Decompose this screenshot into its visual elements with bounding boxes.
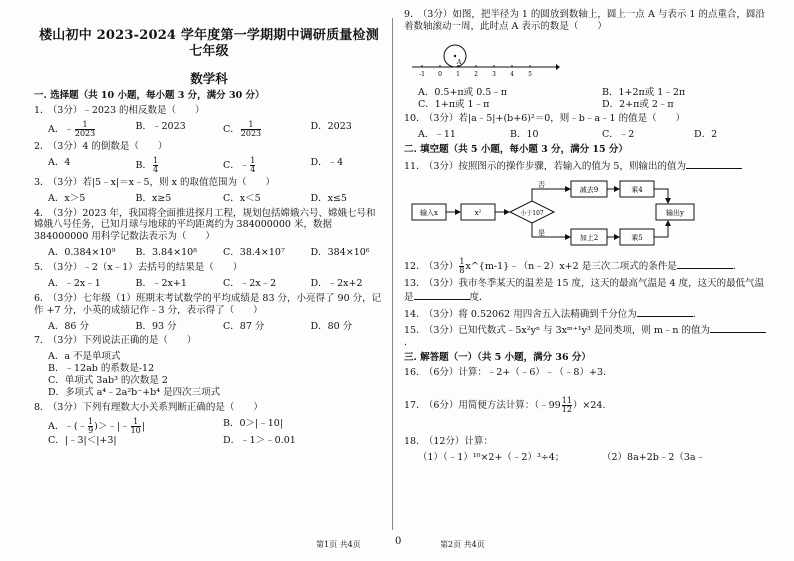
option-c: C．87 分 xyxy=(223,320,265,332)
option-b xyxy=(122,157,210,174)
option-c: C．﹣2x﹣2 xyxy=(223,277,277,289)
question-stem: （3分）若|a﹣5|+(b+6)²＝0，则﹣b﹣a﹣1 的值是（ ） xyxy=(428,113,686,125)
option-d: D．多项式 a⁴﹣2a²b⁻+b⁴ 是四次三项式 xyxy=(48,386,221,398)
axis-tick-label: 5 xyxy=(528,70,532,78)
question-10 xyxy=(404,113,772,141)
option-a: A．0.5+π或 0.5﹣π xyxy=(418,86,508,98)
option-a: A．86 分 xyxy=(48,320,89,332)
option-text: A．﹣(﹣ xyxy=(48,420,88,432)
question-number: 9． xyxy=(404,9,420,20)
question-number: 7． xyxy=(34,335,50,347)
question-1 xyxy=(34,105,384,138)
option-c xyxy=(209,157,297,174)
fraction xyxy=(153,157,158,174)
column-divider xyxy=(392,18,393,530)
axis-arrow xyxy=(556,64,560,70)
plus2-label: 加上2 xyxy=(579,233,599,242)
option-c xyxy=(209,121,297,138)
options xyxy=(404,129,772,141)
question-number: 18． xyxy=(404,435,426,447)
question-stem: （3分）如图，把半径为 1 的圆放到数轴上，圆上一点 A 与表示 1 的点重合，圆沿着数轴滚动一周，此时点 A 表示的数是（ ） xyxy=(404,9,765,32)
option-b: B．﹣2023 xyxy=(135,120,186,132)
question-stem: ）×24. xyxy=(572,399,606,411)
numerator: 1 xyxy=(152,155,159,165)
option-d: D．﹣2x+2 xyxy=(310,277,363,289)
option-c: C．1+π或 1﹣π xyxy=(418,98,490,110)
option-b: B．﹣2x+1 xyxy=(135,277,187,289)
flowchart xyxy=(410,177,772,255)
question-stem: （3分）﹣2（x﹣1）去括号的结果是（ ） xyxy=(52,262,243,273)
question-stem: （3分）已知代数式﹣5x²yⁿ 与 3xᵐ⁺¹y³ 是同类项，则 m﹣n 的值为 xyxy=(428,325,711,337)
option-a: A．4 xyxy=(48,156,71,168)
option-a: A．0.384×10⁹ xyxy=(48,247,116,259)
option-d: D．384×10⁶ xyxy=(310,247,370,259)
answer-blank[interactable] xyxy=(637,307,693,317)
yes-label: 是 xyxy=(538,228,545,237)
times5-label: 乘5 xyxy=(631,233,643,242)
question-stem: （6分）计算：﹣2+（﹣6）﹣（﹣8）+3. xyxy=(428,367,607,378)
option-text: C． xyxy=(223,123,240,135)
option-b: B．1+2π或 1﹣2π xyxy=(602,86,686,98)
merge-bottom xyxy=(654,221,668,237)
options xyxy=(34,351,384,399)
option-a: A．﹣2x﹣1 xyxy=(48,277,101,289)
fraction xyxy=(459,258,464,275)
question-12 xyxy=(404,258,772,275)
fraction xyxy=(88,418,93,435)
options xyxy=(34,121,384,138)
question-number: 4． xyxy=(34,207,50,219)
axis-tick-label: -1 xyxy=(419,70,425,78)
question-number: 10． xyxy=(404,113,426,125)
flowchart-svg xyxy=(410,177,710,251)
option-d: D．﹣1＞﹣0.01 xyxy=(223,434,296,446)
no-branch xyxy=(532,189,570,201)
option-d: D．2 xyxy=(694,129,718,141)
question-stem: （6分）用简便方法计算：（﹣99 xyxy=(428,399,561,411)
denominator: 9 xyxy=(88,425,94,435)
option-c: C．x＜5 xyxy=(223,192,261,204)
question-4 xyxy=(34,208,384,260)
right-column xyxy=(404,6,772,466)
question-stem: （3分）按照图示的操作步骤，若输入的值为 5，则输出的值为 xyxy=(428,161,686,172)
denominator: 12 xyxy=(561,404,572,414)
option-text: | xyxy=(141,420,145,432)
question-number: 6． xyxy=(34,292,50,304)
option-d: D．2023 xyxy=(310,120,352,132)
numerator: 1 xyxy=(88,416,94,426)
denominator: 4 xyxy=(152,164,159,174)
option-text: A．﹣ xyxy=(48,123,74,135)
circle-center xyxy=(454,55,456,57)
question-number: 8． xyxy=(34,401,50,413)
question-end: ． xyxy=(404,337,414,349)
denominator: 8 xyxy=(459,265,465,275)
input-label: 输入x xyxy=(420,208,438,217)
denominator: 10 xyxy=(130,425,141,435)
question-11 xyxy=(404,159,772,255)
options xyxy=(34,193,384,205)
page-footer-left: 第1页 共4页 xyxy=(316,540,361,549)
option-b: B．93 分 xyxy=(135,320,177,332)
question-stem: （3分）若|5﹣x|＝x﹣5，则 x 的取值范围为（ ） xyxy=(52,176,275,188)
question-17 xyxy=(404,397,772,414)
denominator: 4 xyxy=(250,164,256,174)
option-d: D．﹣4 xyxy=(310,156,344,168)
minus9-label: 减去9 xyxy=(579,185,599,194)
option-a xyxy=(34,121,122,138)
axis-tick-label: 1 xyxy=(456,70,460,78)
section-heading-fill: 二. 填空题（共 5 小题，每小题 3 分，满分 15 分） xyxy=(404,144,628,156)
exam-title: 楼山初中 2023-2024 学年度第一学期期中调研质量检测七年级 xyxy=(39,28,379,60)
option-text: C．﹣ xyxy=(223,159,250,171)
axis-tick-label: 0 xyxy=(438,70,442,78)
times4-label: 乘4 xyxy=(631,185,643,194)
question-stem: （3分） xyxy=(428,260,459,272)
page-center-mark: 0 xyxy=(395,536,402,547)
question-number: 11． xyxy=(404,161,426,172)
question-end: ． xyxy=(692,308,703,320)
merge-top xyxy=(654,189,668,203)
question-number: 13． xyxy=(404,277,426,289)
number-line-svg xyxy=(410,37,560,79)
option-b: B．x≥5 xyxy=(135,192,172,204)
question-7 xyxy=(34,335,384,398)
option-d: D．80 分 xyxy=(310,320,353,332)
answer-blank[interactable] xyxy=(414,290,470,300)
option-c: C．单项式 3ab³ 的次数是 2 xyxy=(48,375,168,386)
number-line-figure xyxy=(410,37,772,83)
question-stem: （3分）4 的倒数是（ ） xyxy=(52,140,168,152)
option-text: )＞﹣|﹣ xyxy=(94,420,130,432)
option-text: B． xyxy=(135,159,152,171)
option-a: A．a 不是单项式 xyxy=(48,351,121,363)
square-label: x² xyxy=(474,208,482,217)
options xyxy=(34,247,384,259)
section-heading-choice: 一. 选择题（共 10 小题，每小题 3 分，满分 30 分） xyxy=(34,90,265,102)
question-number: 14． xyxy=(404,308,426,320)
question-13 xyxy=(404,278,772,304)
question-3 xyxy=(34,177,384,205)
question-stem: （3分）七年级（1）班期末考试数学的平均成绩是 83 分，小亮得了 90 分，记作 +7 分，小英的成绩记作﹣3 分，表示得了（ ） xyxy=(34,292,382,316)
question-number: 3． xyxy=(34,176,50,188)
question-stem: （3分）﹣2023 的相反数是（ ） xyxy=(52,105,205,116)
question-2 xyxy=(34,141,384,174)
fraction xyxy=(562,397,572,414)
question-8 xyxy=(34,402,384,447)
option-b: B．3.84×10⁸ xyxy=(135,247,197,259)
fraction xyxy=(241,121,261,138)
question-stem: （3分）2023 年，我国将全面推进探月工程，规划包括嫦娥六号、嫦娥七号和嫦娥八号任务，已知月球与地球的平均距离约为 384000000 米，数据 384000000 用科学记数法表示为（ ） xyxy=(34,207,376,243)
question-number: 2． xyxy=(34,140,50,152)
question-number: 17． xyxy=(404,399,426,411)
sub-questions xyxy=(404,452,772,464)
option-c: C．﹣2 xyxy=(602,129,635,141)
point-a-label: A xyxy=(457,58,462,66)
numerator: 1 xyxy=(133,416,139,426)
left-column xyxy=(34,6,384,449)
axis-tick-label: 2 xyxy=(474,70,478,78)
option-a: A．﹣11 xyxy=(418,129,456,141)
numerator: 1 xyxy=(250,155,256,165)
question-16 xyxy=(404,367,772,379)
sub-question-1: （1）（﹣1）¹⁰×2+（﹣2）³÷4； xyxy=(418,451,565,463)
question-stem: （12分）计算： xyxy=(428,435,493,447)
answer-blank[interactable] xyxy=(686,159,742,169)
option-d: D．x≤5 xyxy=(310,192,347,204)
option-d: D．2+π或 2﹣π xyxy=(602,98,674,110)
sub-question-2: （2）8a+2b﹣2（3a﹣ xyxy=(602,451,706,463)
fraction xyxy=(250,157,255,174)
question-9 xyxy=(404,9,772,110)
question-6 xyxy=(34,293,384,333)
numerator: 1 xyxy=(82,119,88,129)
options xyxy=(404,87,772,111)
option-c: C．38.4×10⁷ xyxy=(223,247,285,259)
no-label: 否 xyxy=(538,180,545,189)
numerator: 1 xyxy=(459,256,465,266)
section-heading-solve: 三. 解答题（一）（共 5 小题，满分 36 分） xyxy=(404,352,591,364)
question-number: 1． xyxy=(34,105,50,116)
question-end: ． xyxy=(732,260,743,272)
options xyxy=(34,321,384,333)
option-a xyxy=(34,418,209,435)
options xyxy=(34,418,384,447)
options xyxy=(34,278,384,290)
question-number: 16． xyxy=(404,367,426,378)
axis-tick-label: 4 xyxy=(510,70,514,78)
question-end: 度． xyxy=(469,291,489,303)
option-c: C．|﹣3|＜|+3| xyxy=(48,434,117,446)
answer-blank[interactable] xyxy=(710,323,766,333)
numerator: 1 xyxy=(248,119,254,129)
question-14 xyxy=(404,307,772,321)
question-stem: （3分）我市冬季某天的温差是 15 度，这天的最高气温是 4 度，这天的最低气温是 xyxy=(404,277,765,303)
question-5 xyxy=(34,262,384,290)
numerator: 11 xyxy=(561,395,572,405)
option-b: B．﹣12ab 的系数是-12 xyxy=(48,363,155,375)
question-number: 5． xyxy=(34,262,50,273)
option-a: A．x＞5 xyxy=(48,192,86,204)
denominator: 2023 xyxy=(240,128,262,138)
question-15 xyxy=(404,323,772,349)
subject-title: 数学科 xyxy=(190,70,228,86)
fraction xyxy=(75,121,95,138)
question-stem: （3分）下列说法正确的是（ ） xyxy=(52,335,197,347)
fraction xyxy=(131,418,141,435)
option-b: B．10 xyxy=(510,129,539,141)
decision-label: 小于107 xyxy=(520,209,544,217)
question-number: 15． xyxy=(404,325,426,337)
axis-tick-label: 3 xyxy=(492,70,496,78)
question-stem: x^{m-1}﹣（n﹣2）x+2 是三次二项式的条件是 xyxy=(465,260,677,272)
output-label: 输出y xyxy=(666,208,684,217)
question-stem: （3分）下列有理数大小关系判断正确的是（ ） xyxy=(52,401,263,413)
question-stem: （3分）将 0.52062 用四舍五入法精确到千分位为 xyxy=(428,308,637,320)
question-18 xyxy=(404,436,772,464)
denominator: 2023 xyxy=(74,128,96,138)
page-footer-right: 第2页 共4页 xyxy=(440,540,485,549)
question-number: 12． xyxy=(404,260,426,272)
options xyxy=(34,157,384,174)
answer-blank[interactable] xyxy=(677,259,733,269)
option-b: B．0＞|﹣10| xyxy=(223,417,284,429)
